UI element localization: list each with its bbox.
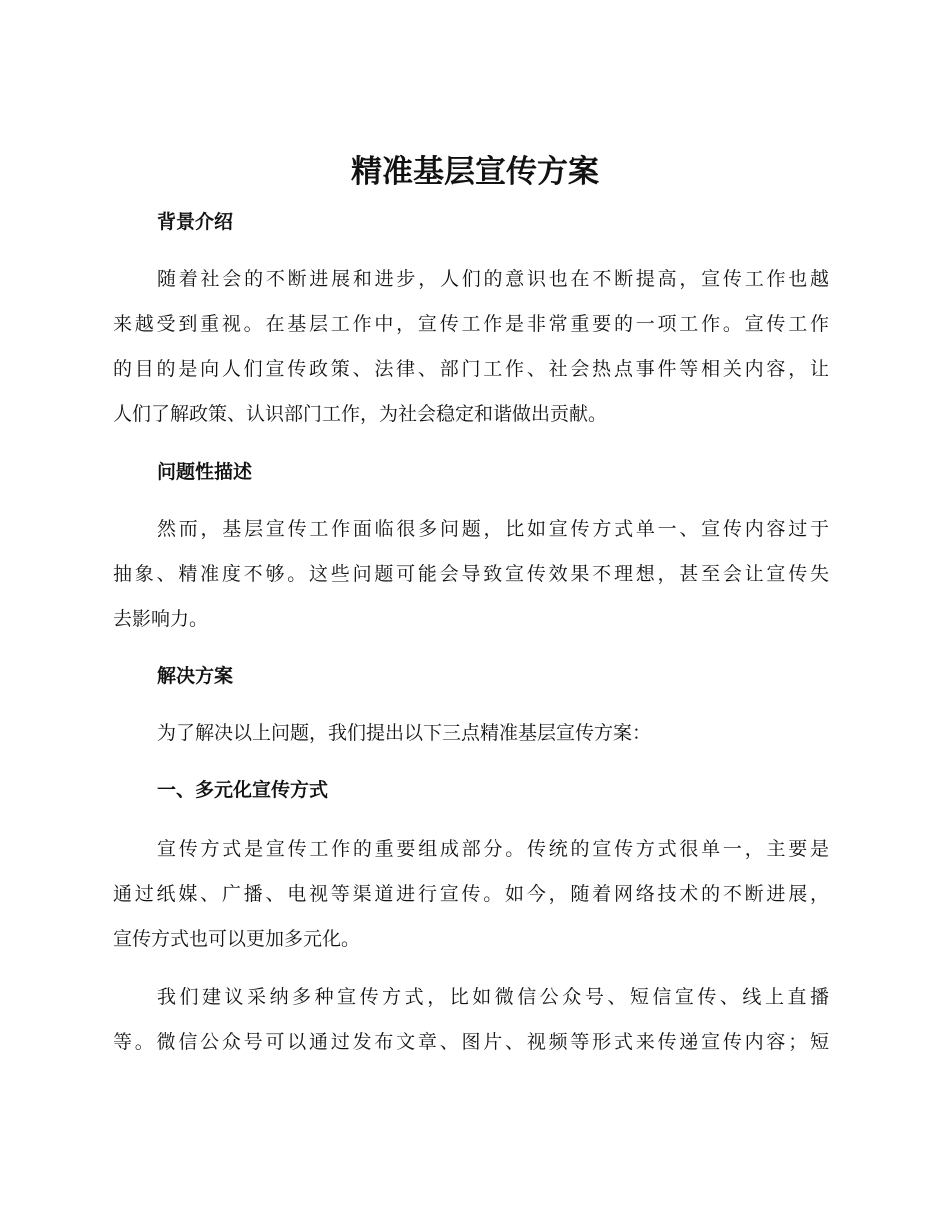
document-title: 精准基层宣传方案 [351, 154, 599, 190]
paragraph-line: 随着社会的不断进展和进步，人们的意识也在不断提高，宣传工作也越 [157, 268, 829, 290]
section-heading-diversified-methods: 一、多元化宣传方式 [157, 779, 329, 801]
paragraph-line: 去影响力。 [113, 608, 209, 630]
section-heading-solution: 解决方案 [157, 665, 234, 687]
paragraph-line: 为了解决以上问题，我们提出以下三点精准基层宣传方案： [157, 722, 652, 744]
paragraph-line: 宣传方式也可以更加多元化。 [113, 928, 361, 950]
paragraph-line: 我们建议采纳多种宣传方式，比如微信公众号、短信宣传、线上直播 [157, 986, 829, 1008]
paragraph-line: 人们了解政策、认识部门工作，为社会稳定和谐做出贡献。 [113, 403, 608, 425]
section-heading-problem: 问题性描述 [157, 461, 253, 483]
section-heading-background: 背景介绍 [157, 211, 234, 233]
paragraph-line: 宣传方式是宣传工作的重要组成部分。传统的宣传方式很单一，主要是 [157, 838, 829, 860]
paragraph-line: 抽象、精准度不够。这些问题可能会导致宣传效果不理想，甚至会让宣传失 [113, 563, 829, 585]
paragraph-line: 等。微信公众号可以通过发布文章、图片、视频等形式来传递宣传内容；短 [113, 1031, 829, 1053]
paragraph-line: 然而，基层宣传工作面临很多问题，比如宣传方式单一、宣传内容过于 [157, 518, 829, 540]
paragraph-line: 通过纸媒、广播、电视等渠道进行宣传。如今，随着网络技术的不断进展， [113, 883, 829, 905]
paragraph-line: 的目的是向人们宣传政策、法律、部门工作、社会热点事件等相关内容，让 [113, 358, 829, 380]
paragraph-line: 来越受到重视。在基层工作中，宣传工作是非常重要的一项工作。宣传工作 [113, 313, 829, 335]
